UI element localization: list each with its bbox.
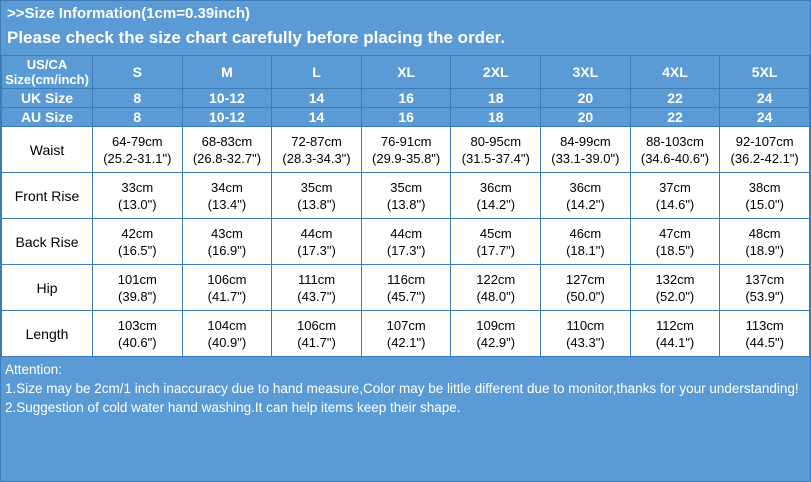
attention-block [1,357,810,417]
value-inch: (15.0") [745,196,784,212]
value-inch: (48.0") [476,288,516,304]
value-cm: 36cm [479,179,512,195]
value-inch: (29.9-35.8") [372,150,441,166]
cell-au-l: 14 [272,108,362,127]
cell-hip-l [272,265,362,311]
row-label-back-rise: Back Rise [2,219,93,265]
table-row-us-ca-size [2,56,810,89]
value-inch: (40.6") [118,334,157,350]
value-cm: 35cm [300,179,333,195]
value-inch: (18.1") [566,242,605,258]
row-label-front-rise: Front Rise [2,173,93,219]
value-cm: 43cm [211,225,243,241]
value-cm: 42cm [121,225,154,241]
cell-hip-5xl [720,265,810,311]
value-inch: (33.1-39.0") [551,150,620,166]
table-row-back-rise [2,219,810,265]
table-row-au-size [2,108,810,127]
cell-back-rise-s [93,219,183,265]
cell-waist-4xl [630,127,720,173]
value-inch: (13.0") [118,196,157,212]
value-inch: (14.2") [566,196,605,212]
table-row-front-rise [2,173,810,219]
value-inch: (53.9") [745,288,784,304]
row-label-uk-size: UK Size [2,89,93,108]
value-cm: 92-107cm [735,133,794,149]
value-cm: 47cm [659,225,691,241]
value-inch: (18.9") [745,242,784,258]
cell-uk-5xl: 24 [720,89,810,108]
value-inch: (25.2-31.1") [103,150,172,166]
cell-back-rise-xl [361,219,451,265]
size-info-title: >>Size Information(1cm=0.39inch) [7,5,250,22]
value-inch: (14.2") [476,196,516,212]
cell-au-2xl: 18 [451,108,541,127]
value-inch: (17.3") [297,242,336,258]
value-cm: 110cm [566,317,605,333]
cell-uk-4xl: 22 [630,89,720,108]
value-cm: 116cm [387,271,426,287]
cell-waist-2xl [451,127,541,173]
cell-au-s: 8 [93,108,183,127]
cell-front-rise-4xl [630,173,720,219]
cell-hip-xl [361,265,451,311]
value-inch: (50.0") [566,288,605,304]
value-cm: 101cm [117,271,157,287]
table-row-hip [2,265,810,311]
table-row-uk-size [2,89,810,108]
cell-back-rise-5xl [720,219,810,265]
value-inch: (42.1") [386,334,426,350]
value-inch: (44.5") [745,334,784,350]
cell-front-rise-3xl [541,173,631,219]
value-inch: (13.8") [297,196,336,212]
value-inch: (34.6-40.6") [640,150,710,166]
value-inch: (43.7") [297,288,336,304]
cell-front-rise-5xl [720,173,810,219]
value-cm: 104cm [207,317,247,333]
value-cm: 84-99cm [560,133,611,149]
row-label-waist: Waist [2,127,93,173]
value-inch: (36.2-42.1") [730,150,799,166]
value-inch: (52.0") [655,288,695,304]
size-chart-notice: Please check the size chart carefully before placing the order. [7,28,505,47]
cell-front-rise-m [182,173,272,219]
row-label-length: Length [2,311,93,357]
cell-back-rise-4xl [630,219,720,265]
value-cm: 137cm [745,271,785,287]
cell-hip-3xl [541,265,631,311]
cell-length-3xl [541,311,631,357]
value-inch: (28.3-34.3") [282,150,351,166]
cell-waist-xl [361,127,451,173]
value-cm: 46cm [569,225,602,241]
cell-waist-s [93,127,183,173]
value-inch: (44.1") [655,334,695,350]
value-inch: (16.9") [207,242,247,258]
value-inch: (41.7") [297,334,336,350]
value-cm: 76-91cm [380,133,432,149]
col-header-m: M [182,56,272,89]
col-header-s: S [93,56,183,89]
cell-front-rise-xl [361,173,451,219]
value-cm: 68-83cm [201,133,253,149]
size-chart-table [1,55,810,357]
cell-front-rise-s [93,173,183,219]
row-label-hip: Hip [2,265,93,311]
value-inch: (41.7") [207,288,247,304]
value-cm: 44cm [390,225,423,241]
col-header-4xl: 4XL [630,56,720,89]
value-inch: (45.7") [386,288,426,304]
value-cm: 113cm [745,317,784,333]
cell-uk-3xl: 20 [541,89,631,108]
value-cm: 37cm [659,179,691,195]
cell-length-5xl [720,311,810,357]
cell-length-4xl [630,311,720,357]
value-cm: 80-95cm [470,133,522,149]
col-header-xl: XL [361,56,451,89]
attention-title: Attention: [5,362,63,377]
cell-hip-s [93,265,183,311]
cell-length-l [272,311,362,357]
value-cm: 33cm [121,179,154,195]
cell-waist-l [272,127,362,173]
col-header-2xl: 2XL [451,56,541,89]
cell-au-xl: 16 [361,108,451,127]
cell-au-4xl: 22 [630,108,720,127]
table-row-length [2,311,810,357]
cell-length-m [182,311,272,357]
cell-uk-s: 8 [93,89,183,108]
value-inch: (43.3") [566,334,605,350]
value-inch: (17.7") [476,242,516,258]
value-cm: 88-103cm [646,133,704,149]
value-cm: 38cm [748,179,781,195]
value-cm: 106cm [297,317,337,333]
cell-hip-2xl [451,265,541,311]
cell-waist-3xl [541,127,631,173]
value-cm: 106cm [207,271,247,287]
cell-uk-l: 14 [272,89,362,108]
col-header-5xl: 5XL [720,56,810,89]
value-cm: 112cm [655,317,694,333]
attention-note-1: 1.Size may be 2cm/1 inch inaccuracy due to hand measure,Color may be little different due to monitor,thanks for your understanding! [5,381,799,396]
cell-waist-5xl [720,127,810,173]
cell-back-rise-m [182,219,272,265]
value-cm: 127cm [565,271,605,287]
cell-uk-m: 10-12 [182,89,272,108]
value-inch: (40.9") [207,334,247,350]
value-cm: 48cm [748,225,781,241]
table-row-waist [2,127,810,173]
cell-au-3xl: 20 [541,108,631,127]
value-cm: 45cm [479,225,512,241]
corner-label-line1: US/CA [26,57,68,72]
value-inch: (13.8") [386,196,426,212]
cell-front-rise-2xl [451,173,541,219]
cell-hip-4xl [630,265,720,311]
value-cm: 72-87cm [291,133,342,149]
value-cm: 111cm [297,271,336,287]
cell-au-5xl: 24 [720,108,810,127]
cell-au-m: 10-12 [182,108,272,127]
value-inch: (13.4") [207,196,247,212]
cell-length-s [93,311,183,357]
value-cm: 35cm [390,179,423,195]
value-inch: (17.3") [386,242,426,258]
value-cm: 109cm [476,317,516,333]
cell-waist-m [182,127,272,173]
value-inch: (39.8") [118,288,157,304]
value-inch: (18.5") [655,242,695,258]
value-cm: 36cm [569,179,602,195]
col-header-l: L [272,56,362,89]
value-cm: 122cm [476,271,516,287]
value-cm: 44cm [300,225,333,241]
row-label-au-size: AU Size [2,108,93,127]
value-cm: 103cm [117,317,157,333]
value-cm: 132cm [655,271,695,287]
corner-label-line2: Size(cm/inch) [5,72,89,87]
value-inch: (31.5-37.4") [461,150,530,166]
cell-back-rise-2xl [451,219,541,265]
value-inch: (42.9") [476,334,516,350]
value-inch: (26.8-32.7") [192,150,262,166]
attention-note-2: 2.Suggestion of cold water hand washing.It can help items keep their shape. [5,400,461,415]
cell-front-rise-l [272,173,362,219]
cell-hip-m [182,265,272,311]
cell-length-2xl [451,311,541,357]
cell-back-rise-3xl [541,219,631,265]
value-cm: 107cm [386,317,426,333]
value-cm: 64-79cm [112,133,163,149]
cell-length-xl [361,311,451,357]
corner-label [2,56,93,89]
value-inch: (14.6") [655,196,695,212]
col-header-3xl: 3XL [541,56,631,89]
value-inch: (16.5") [118,242,157,258]
cell-back-rise-l [272,219,362,265]
cell-uk-xl: 16 [361,89,451,108]
value-cm: 34cm [211,179,243,195]
cell-uk-2xl: 18 [451,89,541,108]
